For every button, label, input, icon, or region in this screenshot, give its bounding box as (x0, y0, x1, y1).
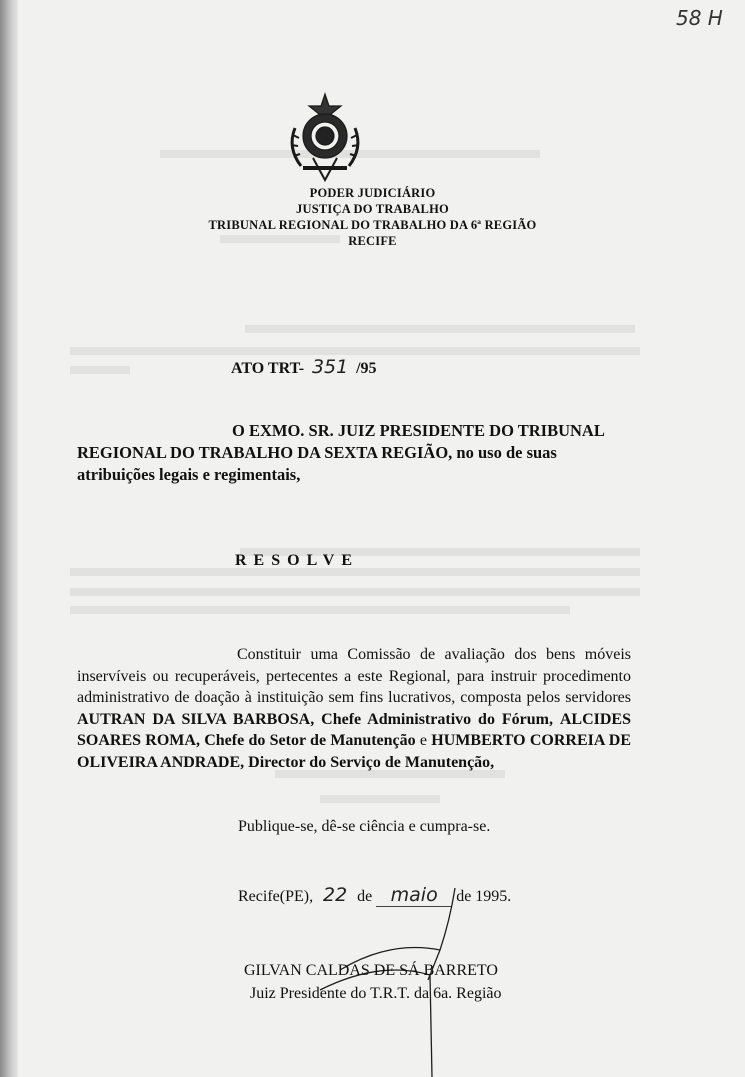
member-1: AUTRAN DA SILVA BARBOSA, Chefe Administrativo do Fórum, (77, 710, 553, 728)
act-prefix: ATO TRT- (231, 360, 305, 377)
resolution-paragraph (77, 644, 631, 773)
date-year: de 1995. (456, 888, 512, 905)
publication-line: Publique-se, dê-se ciência e cumpra-se. (238, 818, 491, 835)
body-separator-1 (553, 711, 560, 728)
intro-text: O EXMO. SR. JUIZ PRESIDENTE DO TRIBUNAL REGIONAL DO TRABALHO DA SEXTA REGIÃO, no uso de suas atribuições legais e regimentais, (77, 421, 604, 484)
body-part1: Constituir uma Comissão de avaliação dos bens móveis inservíveis ou recuperáveis, pertecentes a este Regional, para instruir procedimento administrativo de doação à instituição sem fins lucrativos, composta pelos servidores (77, 646, 631, 706)
signatory-title: Juiz Presidente do T.R.T. da 6a. Região (250, 985, 502, 1002)
act-number (231, 356, 377, 378)
member-2: ALCIDES SOARES ROMA, Chefe do Setor de Manutenção (77, 710, 631, 749)
header-line-4: RECIFE (348, 234, 397, 248)
intro-paragraph (77, 420, 629, 486)
date-de: de (357, 888, 373, 905)
header-line-1: PODER JUDICIÁRIO (309, 186, 436, 200)
act-suffix: /95 (356, 360, 377, 377)
binding-edge-shadow (0, 0, 18, 1077)
institution-header (0, 185, 745, 249)
signatory-name: GILVAN CALDAS DE SÁ BARRETO (244, 962, 498, 979)
date-day: 22 (322, 884, 348, 906)
body-separator-2: e (415, 732, 432, 749)
coat-of-arms-emblem (283, 88, 367, 184)
resolve-heading: RESOLVE (235, 552, 359, 569)
member-3: HUMBERTO CORREIA DE OLIVEIRA ANDRADE, Director do Serviço de Manutenção, (77, 732, 632, 771)
header-line-2: JUSTIÇA DO TRABALHO (296, 202, 449, 216)
header-line-3: TRIBUNAL REGIONAL DO TRABALHO DA 6ª REGIÃO (208, 218, 537, 232)
date-prefix: Recife(PE), (238, 888, 314, 905)
corner-annotation: 58 H (676, 6, 723, 30)
date-month: maio (376, 884, 452, 907)
act-number-handwritten: 351 (311, 356, 349, 378)
